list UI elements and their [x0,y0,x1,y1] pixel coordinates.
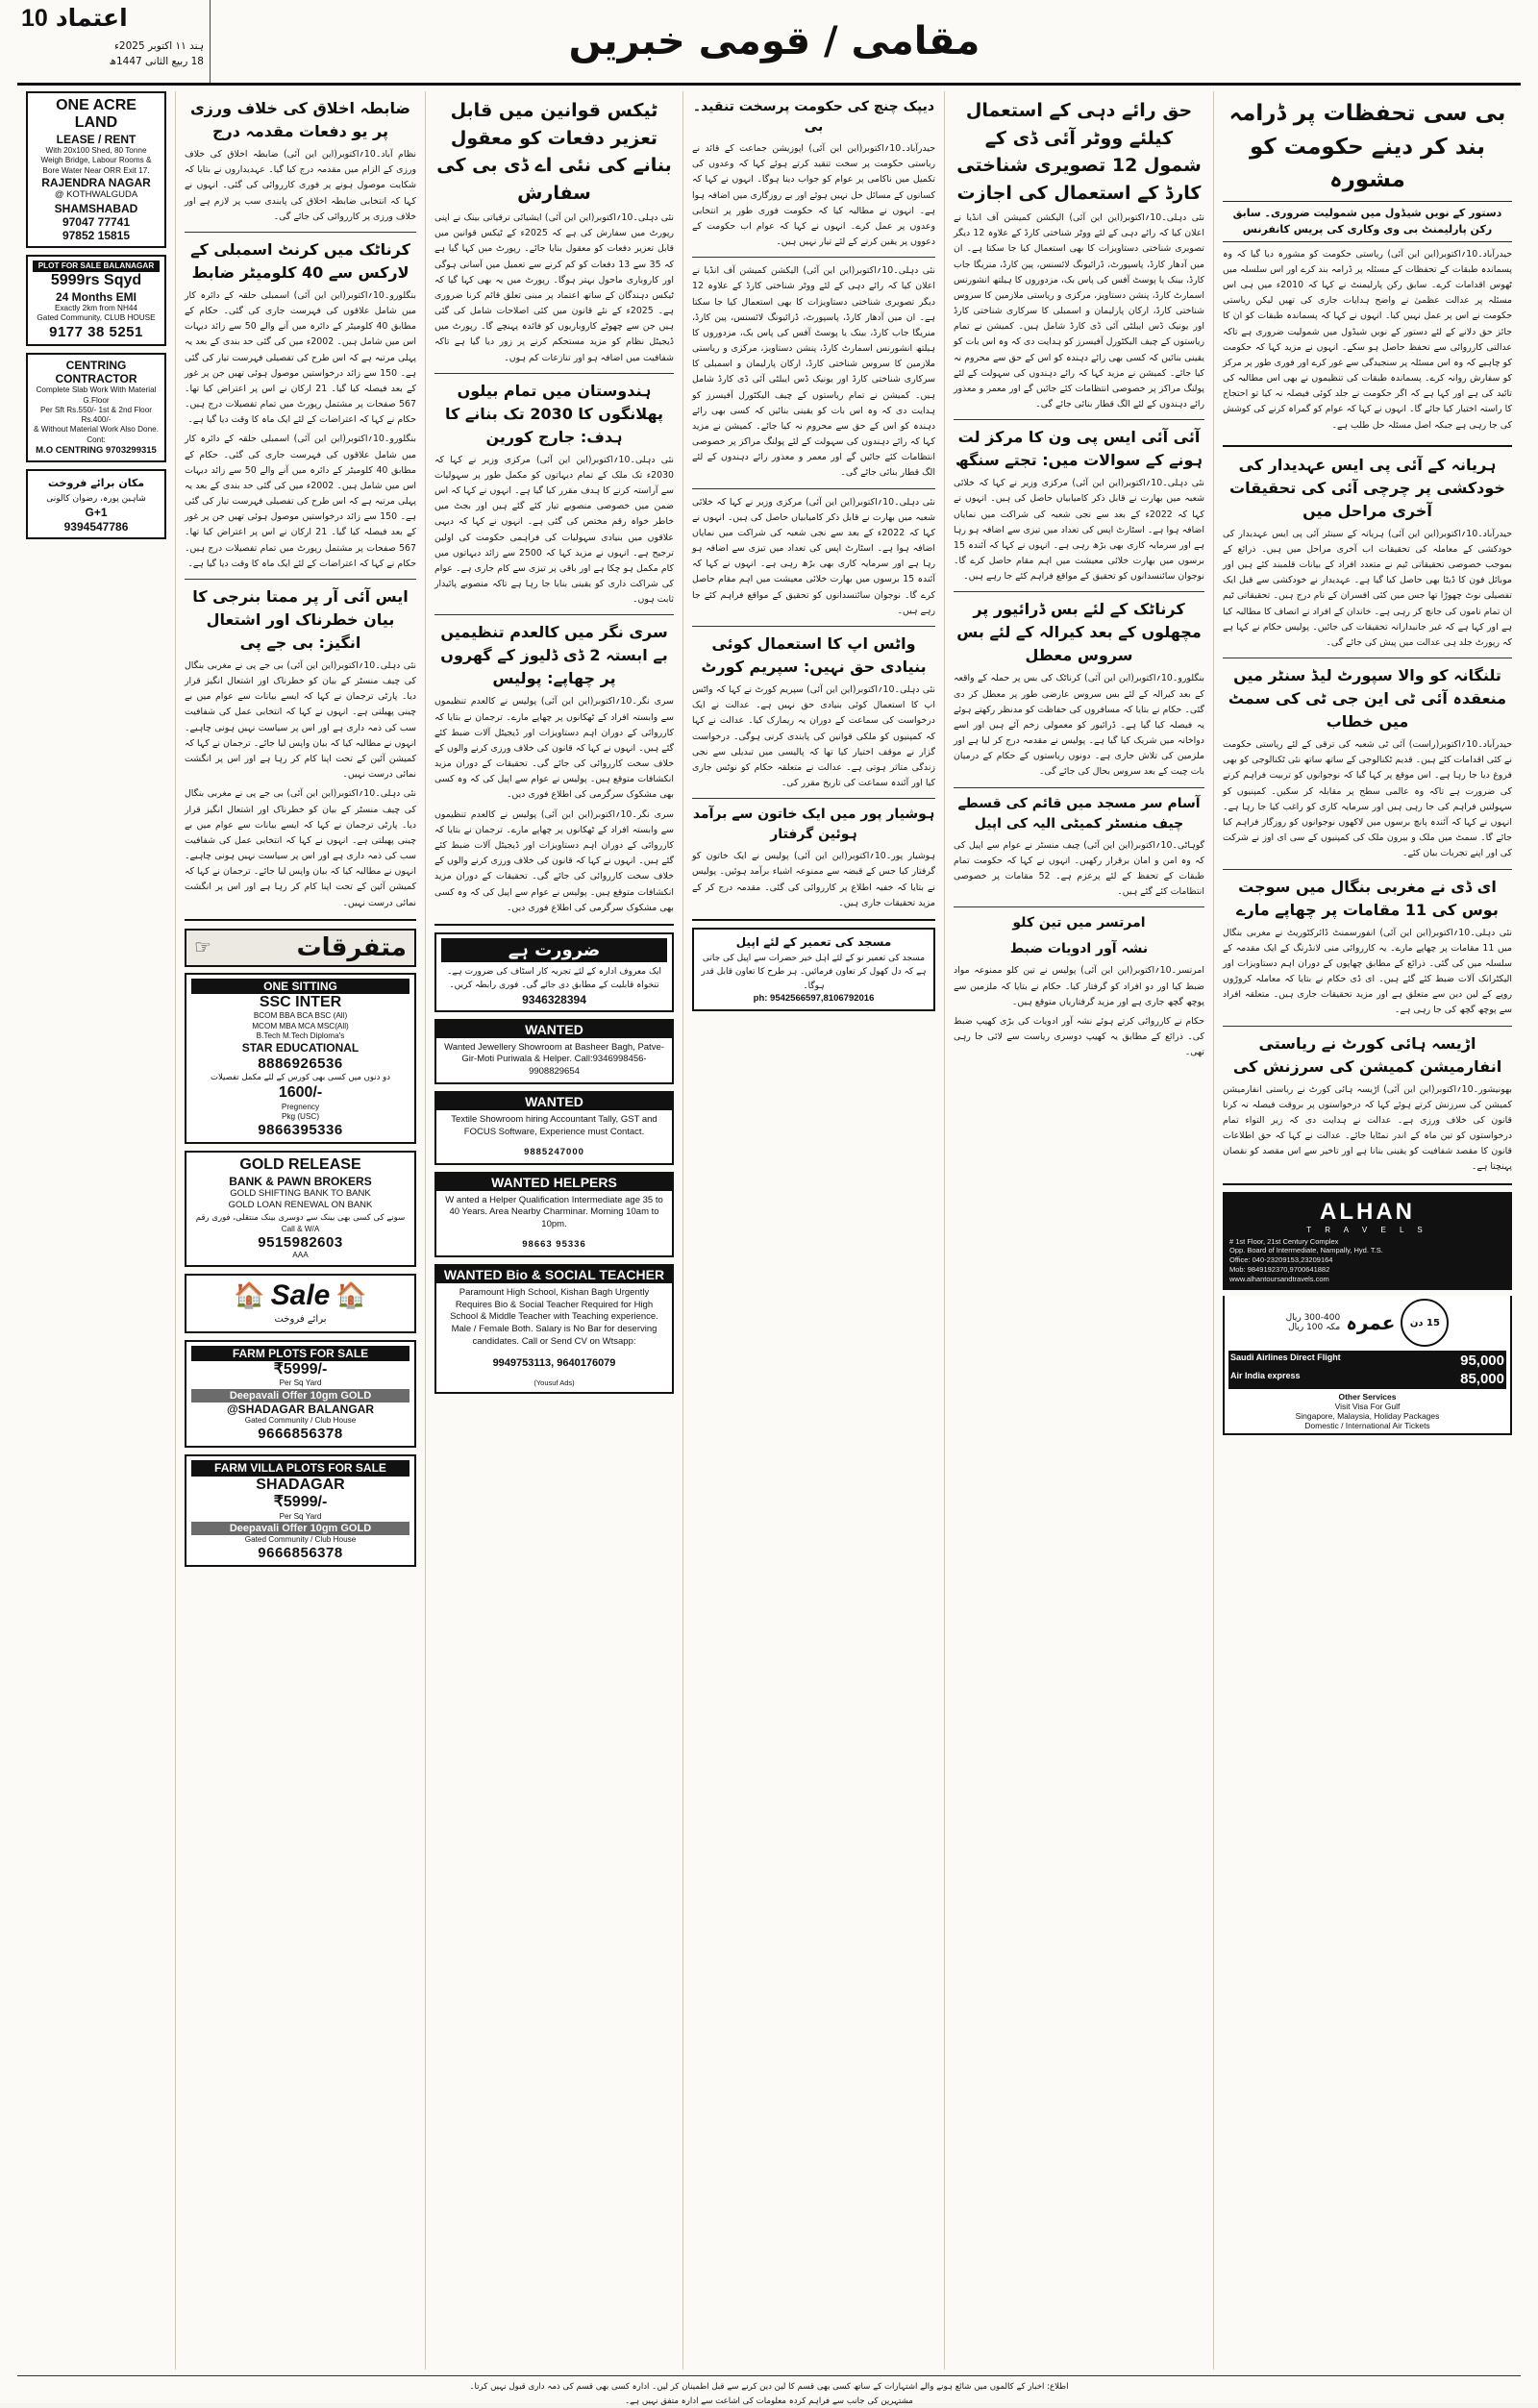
house-icon-right: 🏠 [335,1280,367,1310]
ad-appeal[interactable] [692,928,935,1011]
megaphone-icon: ☞ [194,937,211,959]
story-body: نئی دہلی۔10؍اکتوبر(این این آئی) مرکزی وزیر نے کہا کہ خلائی شعبہ میں بھارت نے قابل ذکر کامیابیاں حاصل کی ہیں۔ انہوں نے کہا کہ 2022ء کے بعد سے نجی شعبہ کی شراکت میں نمایاں اضافہ ہوا ہے۔ اسٹارٹ اپس کی تعداد میں تیزی سے اضافہ ہو رہا ہے اور سرمایہ کاری بھی بڑھ رہی ہے۔ انہوں نے کہا کہ آئندہ 15 برسوں میں بھارت خلائی معیشت میں اہم مقام حاصل کرے گا۔ نوجوان سائنسدانوں کو تحقیق کے مواقع فراہم کئے جا رہے ہیں۔ [954,478,1205,583]
ssc-urdu-note: دو دنوں میں کسی بھی کورس کے لئے مکمل تفصیلات [210,1072,391,1082]
story-body: نئی دہلی۔10؍اکتوبر(این این آئی) الیکشن کمیشن آف انڈیا نے اعلان کیا کہ رائے دہی کے لئے ووٹر شناختی کارڈ کے علاوہ 12 دیگر تصویری شناختی دستاویزات کا بھی استعمال کیا جا سکتا ہے۔ ان میں آدھار کارڈ، پاسپورٹ، ڈرائیونگ لائسنس، پین کارڈ، منریگا جاب کارڈ، بینک یا پوسٹ آفس کی پاس بک، مزدوروں کا ہیلتھ انشورنس اسمارٹ کارڈ، پنشن دستاویز، مرکزی و ریاستی ملازمین کا سروس شناختی کارڈ، ارکان پارلیمان و اسمبلی کا سرکاری شناختی کارڈ اور یونیک ڈس ایبلٹی آئی ڈی کارڈ شامل ہیں۔ کمیشن نے تمام ریاستوں کے چیف الیکٹورل آفیسرز کو ہدایت دی کہ وہ اس بات کو یقینی بنائیں کہ کسی بھی رائے دہندہ کو اس کے حق سے محروم نہ کیا جائے۔ کمیشن نے مزید کہا کہ رائے دہندوں کی سہولت کے لئے پولنگ مراکز پر خصوصی انتظامات کئے جائیں گے اور معمر و معذور رائے دہندوں کے لئے الگ قطار بنائی جائے گی۔ [954,212,1204,410]
centring-title: CENTRING CONTRACTOR [55,358,137,385]
date-hijri: 18 ربیع الثانی 1447ھ [109,56,204,68]
fare-1-amount: 95,000 [1460,1353,1504,1370]
ad-ssc-inter[interactable] [185,973,416,1144]
headline: ضابطہ اخلاق کی خلاف ورزی پر یو دفعات مقدمہ درج [190,99,410,140]
story-body: امرتسر۔10؍اکتوبر(این این آئی) پولیس نے تین کلو ممنوعہ مواد ضبط کیا اور دو افراد کو گرفتار کیا۔ حکام نے بتایا کہ ملزمین سے پوچھ گچھ جاری ہے اور مزید گرفتاریاں متوقع ہیں۔ [954,965,1204,1007]
fare-2-amount: 85,000 [1460,1371,1504,1388]
story-6 [954,97,1204,412]
masthead-left [17,0,211,83]
story-body-continued: نئی دہلی۔10؍اکتوبر(این این آئی) الیکشن کمیشن آف انڈیا نے اعلان کیا کہ رائے دہی کے لئے ووٹر شناختی کارڈ کے علاوہ 12 دیگر تصویری شناختی دستاویزات کا بھی استعمال کیا جا سکتا ہے۔ ان میں آدھار کارڈ، پاسپورٹ، ڈرائیونگ لائسنس، پین کارڈ، منریگا جاب کارڈ، بینک یا پوسٹ آفس کی پاس بک، مزدوروں کا ہیلتھ انشورنس اسمارٹ کارڈ، پنشن دستاویز، مرکزی و ریاستی ملازمین کا سروس شناختی کارڈ، ارکان پارلیمان و اسمبلی کا سرکاری شناختی کارڈ اور یونیک ڈس ایبلٹی آئی ڈی کارڈ شامل ہیں۔ کمیشن نے تمام ریاستوں کے چیف الیکٹورل آفیسرز کو ہدایت دی کہ وہ اس بات کو یقینی بنائیں کہ کسی بھی رائے دہندہ کو اس کے حق سے محروم نہ کیا جائے۔ کمیشن نے مزید کہا کہ رائے دہندوں کی سہولت کے لئے پولنگ مراکز پر خصوصی انتظامات کئے جائیں گے اور معمر و معذور رائے دہندوں کے لئے الگ قطار بنائی جائے گی۔ [692,265,935,479]
ad-sale-houses[interactable] [185,1274,416,1333]
story-8 [954,598,1204,780]
centring-detail-1: Complete Slab Work With Material G.Floor [36,385,157,405]
alhan-website[interactable]: www.alhantoursandtravels.com [1229,1274,1329,1283]
house-phone[interactable]: 9394547786 [63,519,129,534]
column-4 [425,91,682,2370]
headline: دیپک چنچ کی حکومت پرسخت تنقید۔ بی [692,99,935,135]
zarurat-phone[interactable]: 9346328394 [522,992,586,1006]
headline: حق رائے دہی کے استعمال کیلئے ووٹر آئی ڈی کے شمول 12 تصویری شناختی کارڈ کے استعمال کی اجازت [956,100,1202,204]
headline: بی سی تحفظات پر ڈرامہ بند کر دینے حکومت کو مشورہ [1228,101,1506,192]
house-urdu-location: شاہین پورہ، رضوان کالونی [46,493,146,504]
centring-detail-3: & Without Material Work Also Done. Cont: [34,425,159,444]
ssc-line-5: B.Tech M.Tech Diploma's [256,1030,345,1040]
story-body: حیدرآباد۔10؍اکتوبر(راست) آئی ٹی شعبہ کی ترقی کے لئے ریاستی حکومت نے کئی اقدامات کئے ہیں۔ قدیم ٹکنالوجی کے ساتھ ساتھ نئی ٹکنالوجی کو بھی فروغ دیا جا رہا ہے۔ اس موقع پر کہا گیا کہ نوجوانوں کو تربیت فراہم کرنے کی ضرورت ہے تاکہ وہ عالمی سطح پر مقابلہ کر سکیں۔ کمپنیوں کو سہولتیں فراہم کی جا رہی ہیں اور سرمایہ کاری کو راغب کیا جا رہا ہے۔ انہوں نے کہا کہ آئندہ پانچ برسوں میں لاکھوں نوجوانوں کو روزگار فراہم کیا جائے گا۔ سمٹ میں ملک و بیرون ملک کی کمپنیوں کے سی ای اوز نے شرکت کی اور اپنے تجربات بیان کئے۔ [1223,739,1512,859]
farm-band: FARM PLOTS FOR SALE [191,1346,409,1361]
villa-band: FARM VILLA PLOTS FOR SALE [191,1460,409,1476]
story-body: سری نگر۔10؍اکتوبر(این این آئی) پولیس نے کالعدم تنظیموں سے وابستہ افراد کے ٹھکانوں پر چھاپے مارے۔ ترجمان نے بتایا کہ کارروائی کے دوران اہم دستاویزات اور ڈیجیٹل آلات ضبط کئے گئے ہیں۔ انہوں نے کہا کہ قانون کی خلاف ورزی کرنے والوں کے خلاف سخت کارروائی کی جائے گی۔ تحقیقات کے دوران مزید انکشافات متوقع ہیں۔ پولیس نے عوام سے اپیل کی کہ وہ کسی بھی مشکوک سرگرمی کی اطلاع فوری دیں۔ [434,696,674,801]
ssc-line-1: ONE SITTING [191,979,409,994]
acre-detail-3: Bore Water Near ORR Exit 17. [42,165,150,175]
wanted-body: Wanted Jewellery Showroom at Basheer Bagh, Patve-Gir-Moti Puriwala & Helper. Call:9346998456-9908829654 [444,1041,664,1078]
ad-wanted-bio-social-teacher[interactable] [434,1264,674,1394]
date-gregorian: ہند ۱۱ اکتوبر 2025ء [113,40,204,52]
ad-alhan-travels[interactable] [1223,1192,1512,1436]
acre-title: ONE ACRE LAND [56,97,136,132]
acre-detail-1: With 20x100 Shed, 80 Tonne [45,146,147,156]
story-19 [954,913,1204,1060]
house-icon-left: 🏠 [234,1280,265,1310]
section-title: مقامی / قومی خبریں [568,19,980,63]
headline: تلنگانہ کو والا سپورٹ لیڈ سنٹر میں منعقدہ آئی ٹی این جی ٹی کی سمٹ میں خطاب [1228,666,1507,732]
column-2 [944,91,1213,2370]
umrah-price-2: مکہ 100 ریال [1288,1323,1341,1333]
farm-place: @SHADAGAR BALANGAR [226,1402,375,1416]
gold-call-label: Call & W/A [281,1225,320,1234]
gold-line-4: GOLD LOAN RENEWAL ON BANK [228,1200,373,1211]
story-7 [954,426,1204,584]
headline: اڑیسہ ہائی کورٹ نے ریاستی انفارمیشن کمیشن کی سرزنش کی [1232,1033,1502,1076]
farm-sub: Gated Community / Club House [244,1416,357,1426]
ssc-phone-2[interactable]: 9866395336 [258,1122,343,1139]
story-body-continued: نئی دہلی۔10؍اکتوبر(این این آئی) مرکزی وزیر نے کہا کہ خلائی شعبہ میں بھارت نے قابل ذکر کامیابیاں حاصل کی ہیں۔ انہوں نے کہا کہ 2022ء کے بعد سے نجی شعبہ کی شراکت میں نمایاں اضافہ ہوا ہے۔ اسٹارٹ اپس کی تعداد میں تیزی سے اضافہ ہو رہا ہے اور سرمایہ کاری بھی بڑھ رہی ہے۔ انہوں نے کہا کہ آئندہ 15 برسوں میں بھارت خلائی معیشت میں اہم مقام حاصل کرے گا۔ نوجوان سائنسدانوں کو تحقیق کے مواقع فراہم کئے جا رہے ہیں۔ [692,496,936,616]
plot-phone[interactable]: 9177 38 5251 [49,323,143,340]
story-7-cont [692,495,935,619]
story-body: حیدرآباد۔10؍اکتوبر(این این آئی) ریاستی حکومت کو مشورہ دیا گیا کہ وہ پسماندہ طبقات کے تحفظات کے مسئلہ پر ڈرامہ بند کرے اور اس سلسلہ میں ٹھوس اقدامات کرے۔ سابق رکن پارلیمنٹ نے کہا کہ 2010ء میں ہی اس مسئلہ پر عدالت عظمیٰ نے واضح ہدایات جاری کی تھیں لیکن ریاستی حکومت نے اس پر عمل نہیں کیا۔ انہوں نے کہا کہ پسماندہ طبقات کو ان کا جائز حق دلانے کے لئے دستور کے نویں شیڈول میں شمولیت ضروری ہے تاکہ عدالتی کارروائی سے تحفظ حاصل ہو سکے۔ انہوں نے مزید کہا کہ حکومت کو چاہیے کہ وہ اس مسئلہ پر سنجیدگی سے غور کرے اور فوری طور پر مرکز کو سفارش روانہ کرے۔ پسماندہ طبقات کی تنظیموں نے بھی اس مطالبہ کی تائید کی ہے اور کہا ہے کہ اگر حکومت نے جلد کوئی فیصلہ نہ کیا تو احتجاج کا راستہ اختیار کیا جائے گا۔ انہوں نے کہا کہ عوام کو گمراہ کرنے کی کوشش کی جا رہی ہے جبکہ اصل مسئلہ حل طلب ہے۔ [1223,248,1512,431]
story-10 [434,97,674,366]
wanted-heading: WANTED [436,1021,672,1038]
plot-sub: Gated Community, CLUB HOUSE [37,313,156,323]
alhan-office-phone[interactable]: Office: 040-23209153,23209164 [1229,1255,1333,1265]
ad-wanted-helpers[interactable] [434,1172,674,1257]
fare-1-label: Saudi Airlines Direct Flight [1230,1353,1341,1363]
ssc-line-3: BCOM BBA BCA BSC (All) [253,1011,348,1021]
gold-tag: AAA [292,1251,309,1260]
gold-line-1: GOLD RELEASE [239,1156,361,1174]
appeal-phone[interactable]: ph: 9542566597,8106792016 [753,993,875,1005]
headline: ٹیکس قوانین میں قابل تعزیر دفعات کو معقول بنانے کی نئی اے ڈی بی کی سفارش [436,100,672,204]
villa-phone[interactable]: 9666856378 [258,1545,343,1562]
zarurat-body: ایک معروف ادارہ کے لئے تجربہ کار اسٹاف کی ضرورت ہے۔ تنخواہ قابلیت کے مطابق دی جائے گی۔ فوری رابطہ کریں۔ [446,966,662,991]
ad-wanted-jewellery[interactable] [434,1019,674,1084]
ad-house-for-sale[interactable] [26,469,166,538]
headline: کرناٹک کے لئے بس ڈرائیور پر مچھلوں کے بعد کیرالہ کے لئے بس سروس معطل [956,600,1202,665]
classifieds-title: متفرقات [296,932,407,962]
masthead-logo [21,4,204,33]
story-body: حیدرآباد۔10؍اکتوبر(این این آئی) ہریانہ کے سینئر آئی پی ایس عہدیدار کی خودکشی کے معاملہ کی تحقیقات اب آخری مراحل میں ہیں۔ ذرائع کے بموجب خصوصی تحقیقاتی ٹیم نے متعدد افراد کے بیانات قلمبند کئے ہیں اور موبائل فون کا ڈیٹا بھی حاصل کیا گیا ہے۔ عہدیدار نے خودکشی سے قبل ایک تفصیلی نوٹ چھوڑا تھا جس میں کئی افسران کے نام درج ہیں۔ تحقیقاتی ٹیم ان تمام ناموں کی جانچ کر رہی ہے۔ خاندان کے افراد نے انصاف کا مطالبہ کیا ہے اور کہا ہے کہ غیر جانبدارانہ تحقیقات کی جائیں۔ پولیس حکام نے کہا ہے کہ رپورٹ جلد ہی عدالت میں پیش کی جائے گی۔ [1223,528,1512,648]
acre-detail-2: Weigh Bridge, Labour Rooms & [40,156,152,165]
wanted-body: W anted a Helper Qualification Intermediate age 35 to 40 Years. Area Nearby Charminar. Morning 10am to 10pm. [445,1194,663,1230]
story-body: ہوشیار پور۔10؍اکتوبر(این این آئی) پولیس نے ایک خاتون کو گرفتار کیا جس کے قبضہ سے ممنوعہ اشیاء برآمد ہوئیں۔ پولیس نے بتایا کہ خفیہ اطلاع پر کارروائی کی گئی۔ مقدمہ درج کر کے مزید تحقیقات جاری ہیں۔ [692,851,936,908]
acre-place-1: RAJENDRA NAGAR [41,175,151,189]
page-columns [17,91,1521,2370]
farm-phone[interactable]: 9666856378 [258,1426,343,1443]
story-12 [434,621,674,915]
wanted-phone[interactable]: 98663 95336 [522,1238,586,1250]
villa-offer: Deepavali Offer 10gm GOLD [191,1522,409,1535]
acre-place-2: @ KOTHWALGUDA [54,189,138,201]
sale-urdu: برائے فروخت [274,1313,327,1325]
gold-phone[interactable]: 9515982603 [258,1234,343,1252]
story-13 [185,97,416,225]
sale-word: Sale [270,1278,331,1311]
ad-centring-contractor[interactable] [26,353,166,463]
ssc-fee: 1600/- [278,1084,323,1102]
story-body: بنگلورو۔10؍اکتوبر(این این آئی) کرناٹک کی بس پر حملہ کے واقعہ کے بعد کیرالہ کے لئے بس سروس عارضی طور پر معطل کر دی گئی۔ حکام نے بتایا کہ مسافروں کی حفاظت کو مدنظر رکھتے ہوئے یہ فیصلہ کیا گیا ہے۔ ڈرائیور کو معمولی زخم آئے ہیں اور اسے دواخانہ میں شریک کیا گیا ہے۔ پولیس نے مقدمہ درج کر لیا ہے اور ملزمین کی تلاش جاری ہے۔ دونوں ریاستوں کے حکام کے درمیان بات چیت کے بعد سروس بحال کی جائے گی۔ [954,673,1204,778]
story-18 [692,805,935,911]
appeal-title: مسجد کی تعمیر کے لئے اپیل [735,934,892,949]
alhan-mobile-phone[interactable]: Mob: 9849192370,9700641882 [1229,1264,1330,1274]
story-14 [185,238,416,572]
ssc-line-4: MCOM MBA MCA MSC(All) [252,1021,349,1030]
other-services-label: Other Services [1338,1392,1397,1403]
house-urdu-title: مکان برائے فروخت [47,477,145,490]
story-body: حیدرآباد۔10؍اکتوبر(این این آئی) اپوزیشن جماعت کے قائد نے ریاستی حکومت پر سخت تنقید کرتے ہوئے کہا کہ وعدوں کی تکمیل میں ناکامی پر عوام کو جواب دینا ہوگا۔ انہوں نے کہا کہ کسانوں کے مسائل حل نہیں ہوئے اور بے روزگاری میں اضافہ ہوا ہے۔ انہوں نے مطالبہ کیا کہ حکومت فوری طور پر انتخابی وعدوں پر عمل کرے۔ انہوں نے کہا کہ عوام اب حکومت کے دعووں پر یقین کرنے کے لئے تیار نہیں ہیں۔ [692,143,935,248]
other-service-2: Singapore, Malaysia, Holiday Packages [1295,1411,1440,1422]
plot-emi: 24 Months EMI [55,289,136,304]
classifieds-header [185,929,416,967]
headline: کرناٹک میں کرنٹ اسمبلی کے لارکس سے 40 کلومیٹر ضابط [190,239,410,282]
wanted-heading: WANTED Bio & SOCIAL TEACHER [436,1266,672,1283]
umrah-days-badge: 15 دن [1401,1299,1449,1347]
story-body: گوہاٹی۔10؍اکتوبر(این این آئی) چیف منسٹر نے عوام سے اپیل کی کہ وہ امن و امان برقرار رکھیں۔ انہوں نے کہا کہ حکومت تمام طبقات کے تحفظ کے لئے پرعزم ہے۔ 52 مقامات پر خصوصی انتظامات کئے گئے ہیں۔ [954,839,1204,898]
villa-sub: Gated Community / Club House [244,1534,357,1544]
gold-line-3: GOLD SHIFTING BANK TO BANK [230,1187,371,1199]
story-6-cont [692,263,935,481]
ssc-phone[interactable]: 8886926536 [258,1055,343,1072]
ad-zarurat-hai[interactable] [434,932,674,1012]
masthead [17,0,1521,86]
ad-wanted-textile[interactable] [434,1091,674,1164]
wanted-heading: WANTED [436,1093,672,1110]
other-service-3: Domestic / International Air Tickets [1304,1421,1430,1431]
gold-urdu-note: سونے کی کسی بھی بینک سے دوسری بینک منتقلی، فوری رقم [195,1212,406,1223]
centring-phone[interactable]: M.O CENTRING 9703299315 [36,444,157,456]
story-body: بنگلورو۔10؍اکتوبر(این این آئی) اسمبلی حلقہ کے دائرہ کار میں شامل علاقوں کی فہرست جاری کی گئی۔ حکام کے مطابق 40 کلومیٹر کے دائرہ میں آنے والے 50 سے زائد دیہات اس میں شامل ہیں۔ 2002ء میں کی گئی حد بندی کے بعد یہ پہلی مرتبہ ہے کہ اس طرح کی تفصیلی فہرست تیار کی گئی ہے۔ 150 سے زائد درخواستیں موصول ہوئی تھیں جن پر غور کے بعد فیصلہ کیا گیا۔ 21 ارکان نے اس پر اعتراض کیا تھا۔ 567 صفحات پر مشتمل رپورٹ میں تمام تفصیلات درج ہیں۔ حکام نے کہا کہ اعتراضات کے لئے ایک ماہ کا وقت دیا گیا ہے۔ [185,289,416,426]
headline: ایس آئی آر پر ممتا بنرجی کا بیان خطرناک اور اشتعال انگیز: بی جے پی [192,586,409,652]
wanted-phone[interactable]: 9885247000 [524,1146,584,1157]
wanted-body: Paramount High School, Kishan Bagh Urgently Requires Bio & Social Teacher Required for High School & Middle Teacher with Teaching experience. Male / Female Both. Salary is No Bar for deserving candidates. Call or Send CV on Wtsapp: [450,1286,658,1347]
alhan-address-1: # 1st Floor, 21st Century Complex [1229,1236,1339,1246]
headline: سری نگر میں کالعدم تنظیمیں بے ابستہ 2 ڈی ڈلیوز کے گھروں پر چھاپے: پولیس [440,623,668,688]
umrah-price-1: 300-400 ریال [1285,1313,1341,1324]
ssc-institute: STAR EDUCATIONAL [241,1041,360,1055]
acre-sub: LEASE / RENT [56,132,136,146]
ad-plot-balanagar[interactable] [26,255,166,346]
story-body: نظام آباد۔10؍اکتوبر(این این آئی) ضابطہ اخلاق کی خلاف ورزی کے الزام میں مقدمہ درج کیا گیا۔ عہدیداروں نے بتایا کہ شکایت موصول ہونے پر فوری کارروائی کی گئی۔ انہوں نے کہا کہ انتخابی ضابطہ اخلاق کی پابندی سب پر لازم ہے اور خلاف ورزی پر کارروائی کی جائے گی۔ [185,149,416,222]
headline: امرتسر میں تین کلو [1012,915,1146,931]
headline: ہوشیار پور میں ایک خاتون سے برآمد ہوئین گرفتار [692,807,935,843]
wanted-tag: (Yousuf Ads) [533,1378,575,1387]
farm-price: ₹5999/- [273,1361,328,1378]
story-body-2: حکام نے کارروائی کرتے ہوئے نشہ آور ادویات کی بڑی کھیپ ضبط کی۔ ذرائع کے مطابق یہ کھیپ دوسری ریاست سے لائی جا رہی تھی۔ [954,1015,1204,1058]
farm-offer: Deepavali Offer 10gm GOLD [191,1389,409,1403]
headline-secondary: نشہ آور ادویات ضبط [1009,941,1149,957]
story-5 [1223,1032,1512,1176]
column-5 [175,91,425,2370]
story-4 [1223,876,1512,1019]
farm-price-unit: Per Sq Yard [279,1378,322,1388]
plot-band: PLOT FOR SALE BALANAGAR [33,261,160,272]
story-body: نئی دہلی۔10؍اکتوبر(این این آئی) بی جے پی نے مغربی بنگال کی چیف منسٹر کے بیان کو خطرناک اور اشتعال انگیز قرار دیا۔ پارٹی ترجمان نے کہا کہ ایسے بیانات سے عوام میں بے چینی پھیلتی ہے۔ انہوں نے کہا کہ انتخابی عمل کی شفافیت سب کی ذمہ داری ہے اور اس پر سیاست نہیں ہونی چاہیے۔ انہوں نے مطالبہ کیا کہ بیان واپس لیا جائے۔ ترجمان نے کہا کہ کمیشن آئین کے تحت اپنا کام کر رہا ہے اور اس پر انگشت نمائی درست نہیں۔ [185,659,417,781]
story-body-extra: بنگلورو۔10؍اکتوبر(این این آئی) اسمبلی حلقہ کے دائرہ کار میں شامل علاقوں کی فہرست جاری کی گئی۔ حکام کے مطابق 40 کلومیٹر کے دائرہ میں آنے والے 50 سے زائد دیہات اس میں شامل ہیں۔ 2002ء میں کی گئی حد بندی کے بعد یہ پہلی مرتبہ ہے کہ اس طرح کی تفصیلی فہرست تیار کی گئی ہے۔ 150 سے زائد درخواستیں موصول ہوئی تھیں جن پر غور کے بعد فیصلہ کیا گیا۔ 21 ارکان نے اس پر اعتراض کیا تھا۔ 567 صفحات پر مشتمل رپورٹ میں تمام تفصیلات درج ہیں۔ حکام نے کہا کہ اعتراضات کے لئے ایک ماہ کا وقت دیا گیا ہے۔ [185,434,416,569]
masthead-right [1338,0,1521,83]
wanted-phone[interactable]: 9949753113, 9640176079 [492,1356,616,1369]
plot-detail: Exactly 2km from NH44 [55,304,137,313]
zarurat-title: ضرورت ہے [441,938,667,962]
alhan-address-2: Opp. Board of Intermediate, Nampally, Hyd. T.S. [1229,1246,1383,1255]
column-1 [1213,91,1521,2370]
wanted-heading: WANTED HELPERS [436,1174,672,1191]
story-3 [1223,664,1512,861]
house-type: G+1 [85,506,108,520]
villa-price-unit: Per Sq Yard [279,1511,322,1521]
story-15 [185,585,416,911]
story-body: بھونیشور۔10؍اکتوبر(این این آئی) اڑیسہ ہائی کورٹ نے ریاستی انفارمیشن کمیشن کی سرزنش کرتے ہوئے کہا کہ درخواستوں پر بروقت فیصلہ نہ کرنا قانون کی خلاف ورزی ہے۔ عدالت نے ہدایت دی کہ زیر التواء تمام درخواستوں کو تین ماہ کے اندر نمٹایا جائے۔ عدالت نے کہا کہ حق اطلاعات قانون کا مقصد شفافیت کو یقینی بنانا ہے اور تاخیر سے اس مقصد کو نقصان پہنچتا ہے۔ [1223,1083,1512,1173]
villa-price: ₹5999/- [273,1494,328,1511]
umrah-stamp [1228,1299,1506,1347]
story-11 [434,380,674,608]
story-9 [692,97,935,250]
headline: ہریانہ کے آئی پی ایس عہدیدار کی خودکشی پر چرچی آئی کی تحقیقات آخری مراحل میں [1229,455,1505,520]
story-body-extra: نئی دہلی۔10؍اکتوبر(این این آئی) بی جے پی نے مغربی بنگال کی چیف منسٹر کے بیان کو خطرناک اور اشتعال انگیز قرار دیا۔ پارٹی ترجمان نے کہا کہ ایسے بیانات سے عوام میں بے چینی پھیلتی ہے۔ انہوں نے کہا کہ انتخابی عمل کی شفافیت سب کی ذمہ داری ہے اور اس پر سیاست نہیں ہونی چاہیے۔ انہوں نے مطالبہ کیا کہ بیان واپس لیا جائے۔ ترجمان نے کہا کہ کمیشن آئین کے تحت اپنا کام کر رہا ہے اور اس پر انگشت نمائی درست نہیں۔ [185,788,417,908]
story-17 [692,633,935,791]
ssc-line-2: SSC INTER [259,994,342,1011]
masthead-dates [21,38,204,70]
masthead-center [211,0,1338,83]
story-16 [954,794,1204,901]
page-number: 10 [21,5,48,32]
story-body: نئی دہلی۔10؍اکتوبر(این این آئی) سپریم کورٹ نے کہا کہ واٹس اپ کا استعمال کوئی بنیادی حق نہیں ہے۔ عدالت نے ایک درخواست کی سماعت کے دوران یہ ریمارک کیا۔ عدالت نے کہا کہ کمپنیوں کو ملکی قوانین کی پابندی کرنی ہوگی۔ درخواست گزار نے موقف اختیار کیا تھا کہ پالیسی میں تبدیلی سے نجی زندگی متاثر ہوتی ہے۔ عدالت نے متعلقہ حکام کو نوٹس جاری کیا اور آئندہ سماعت کی تاریخ مقرر کی۔ [692,683,935,789]
ad-one-acre-land[interactable] [26,91,166,248]
story-2 [1223,454,1512,651]
ad-farm-villa[interactable] [185,1454,416,1567]
other-service-1: Visit Visa For Gulf [1334,1402,1401,1412]
gold-line-2: BANK & PAWN BROKERS [229,1174,372,1188]
ssc-fee-label: Pregnency [281,1102,320,1111]
column-6 [17,91,175,2370]
acre-phone-2[interactable]: 97852 15815 [62,229,131,243]
ad-farm-plots[interactable] [185,1340,416,1449]
alhan-sublogo: T R A V E L S [1306,1225,1428,1234]
footer-note-2: مشتہرین کی جانب سے فراہم کردہ معلومات کی اشاعت سے ادارہ متفق نہیں ہے۔ [625,2396,913,2406]
story-body: نئی دہلی۔10؍اکتوبر(این این آئی) مرکزی وزیر نے کہا کہ 2030ء تک ملک کے تمام دیہاتوں کو مکمل طور پر سہولیات سے آراستہ کرنے کا ہدف مقرر کیا گیا ہے۔ انہوں نے کہا کہ اس ضمن میں خصوصی منصوبے تیار کئے گئے ہیں اور بجٹ میں خاطر خواہ رقم مختص کی گئی ہے۔ انہوں نے کہا کہ دیہی علاقوں میں بنیادی سہولیات کی فراہمی حکومت کی اولین ترجیح ہے۔ انہوں نے مزید کہا کہ 2500 سے زائد دیہاتوں میں کام مکمل ہو چکا ہے اور باقی پر تیزی سے کام جاری ہے۔ عوام کی شراکت داری کو یقینی بنایا جا رہا ہے تاکہ منصوبے پائیدار ثابت ہوں۔ [434,454,675,606]
ssc-pkg: Pkg (USC) [281,1111,320,1121]
wanted-body: Textile Showroom hiring Accountant Tally, GST and FOCUS Software, Experience must Contact. [451,1114,657,1137]
ad-gold-release[interactable] [185,1151,416,1267]
acre-phone-1[interactable]: 97047 77741 [62,215,131,230]
villa-place: SHADAGAR [256,1476,345,1493]
story-lead [1223,97,1512,437]
appeal-body: مسجد کی تعمیر نو کے لئے اہل خیر حضرات سے اپیل کی جاتی ہے کہ دل کھول کر تعاون فرمائیں۔ ہر طرح کا تعاون قابل قدر ہوگا۔ [701,954,927,991]
story-body: نئی دہلی۔10؍اکتوبر(این این آئی) ایشیائی ترقیاتی بینک نے اپنی رپورٹ میں سفارش کی ہے کہ 2025ء کے ٹیکس قوانین میں قابل تعزیر دفعات کو معقول بنایا جائے۔ رپورٹ میں کہا گیا ہے کہ 35 سے 13 دفعات کو کم کرنے سے تعمیل میں آسانی ہوگی اور کاروباری ماحول بہتر ہوگا۔ رپورٹ میں یہ بھی کہا گیا کہ ٹیکس دہندگان کے ساتھ اعتماد پر مبنی تعلق قائم کرنا ضروری ہے۔ 2025ء کے نئے قانون میں کئی اصلاحات شامل کی گئی ہیں جن سے چھوٹے کاروباریوں کو فائدہ پہنچے گا۔ رپورٹ میں ڈیجیٹل نظام کو مزید مستحکم کرنے پر زور دیا گیا ہے تاکہ شفافیت میں اضافہ ہو اور تنازعات کم ہوں۔ [434,212,675,363]
story-body-extra: سری نگر۔10؍اکتوبر(این این آئی) پولیس نے کالعدم تنظیموں سے وابستہ افراد کے ٹھکانوں پر چھاپے مارے۔ ترجمان نے بتایا کہ کارروائی کے دوران اہم دستاویزات اور ڈیجیٹل آلات ضبط کئے گئے ہیں۔ انہوں نے کہا کہ قانون کی خلاف ورزی کرنے والوں کے خلاف سخت کارروائی کی جائے گی۔ تحقیقات کے دوران مزید انکشافات متوقع ہیں۔ پولیس نے عوام سے اپیل کی کہ وہ کسی بھی مشکوک سرگرمی کی اطلاع فوری دیں۔ [434,808,674,913]
alhan-logo: ALHAN [1320,1198,1415,1225]
nameplate: اعتماد [55,4,128,32]
column-3 [682,91,944,2370]
headline: ای ڈی نے مغربی بنگال میں سوجت بوس کی 11 مقامات پر چھاپے مارے [1236,877,1499,919]
fare-2-label: Air India express [1230,1371,1301,1381]
headline: آسام سر مسجد میں قائم کی قسطے چیف منسٹر کمیٹی الیہ کی اپیل [957,795,1201,832]
story-body: نئی دہلی۔10؍اکتوبر(این این آئی) انفورسمنٹ ڈائرکٹوریٹ نے مغربی بنگال میں 11 مقامات پر چھاپے مارے۔ یہ کارروائی منی لانڈرنگ کے ایک مقدمہ کے سلسلہ میں کی گئی۔ ذرائع کے مطابق چھاپوں کے دوران اہم دستاویزات اور الیکٹرانک آلات ضبط کئے گئے ہیں۔ ای ڈی حکام نے بتایا کہ معاملہ کروڑوں روپے کے لین دین سے متعلق ہے اور مزید تحقیقات جاری ہیں۔ متعلقہ افراد سے پوچھ گچھ کی جا رہی ہے۔ [1223,927,1512,1016]
subheadline: دستور کے نویں شیڈول میں شمولیت ضروری۔ سابق رکن پارلیمنٹ بی وی وکاری کی پریس کانفرنس [1223,201,1512,242]
centring-detail-2: Per Sft Rs.550/- 1st & 2nd Floor Rs.400/- [39,405,153,425]
acre-place-3: SHAMSHABAD [54,201,138,215]
headline: ہندوستان میں تمام بیلوں پھلانگوں کا 2030 تک بنانے کا ہدف: جارج کورین [444,381,664,446]
headline: واٹس اپ کا استعمال کوئی بنیادی حق نہیں: سپریم کورٹ [701,633,927,676]
umrah-title: عمرہ [1346,1311,1396,1335]
headline: آئی آئی ایس پی ون کا مرکز لت ہونے کے سوالات میں: تجتے سنگھ [955,428,1203,470]
footer-note-1: اطلاع: اخبار کے کالموں میں شائع ہونے والے اشتہارات کے ساتھ کسی بھی قسم کا لین دین کرنے سے قبل اطمینان کر لیں۔ ادارہ کسی بھی قسم کی ذمہ داری قبول نہیں کرتا۔ [469,2382,1069,2392]
plot-price: 5999rs Sqyd [50,272,142,289]
